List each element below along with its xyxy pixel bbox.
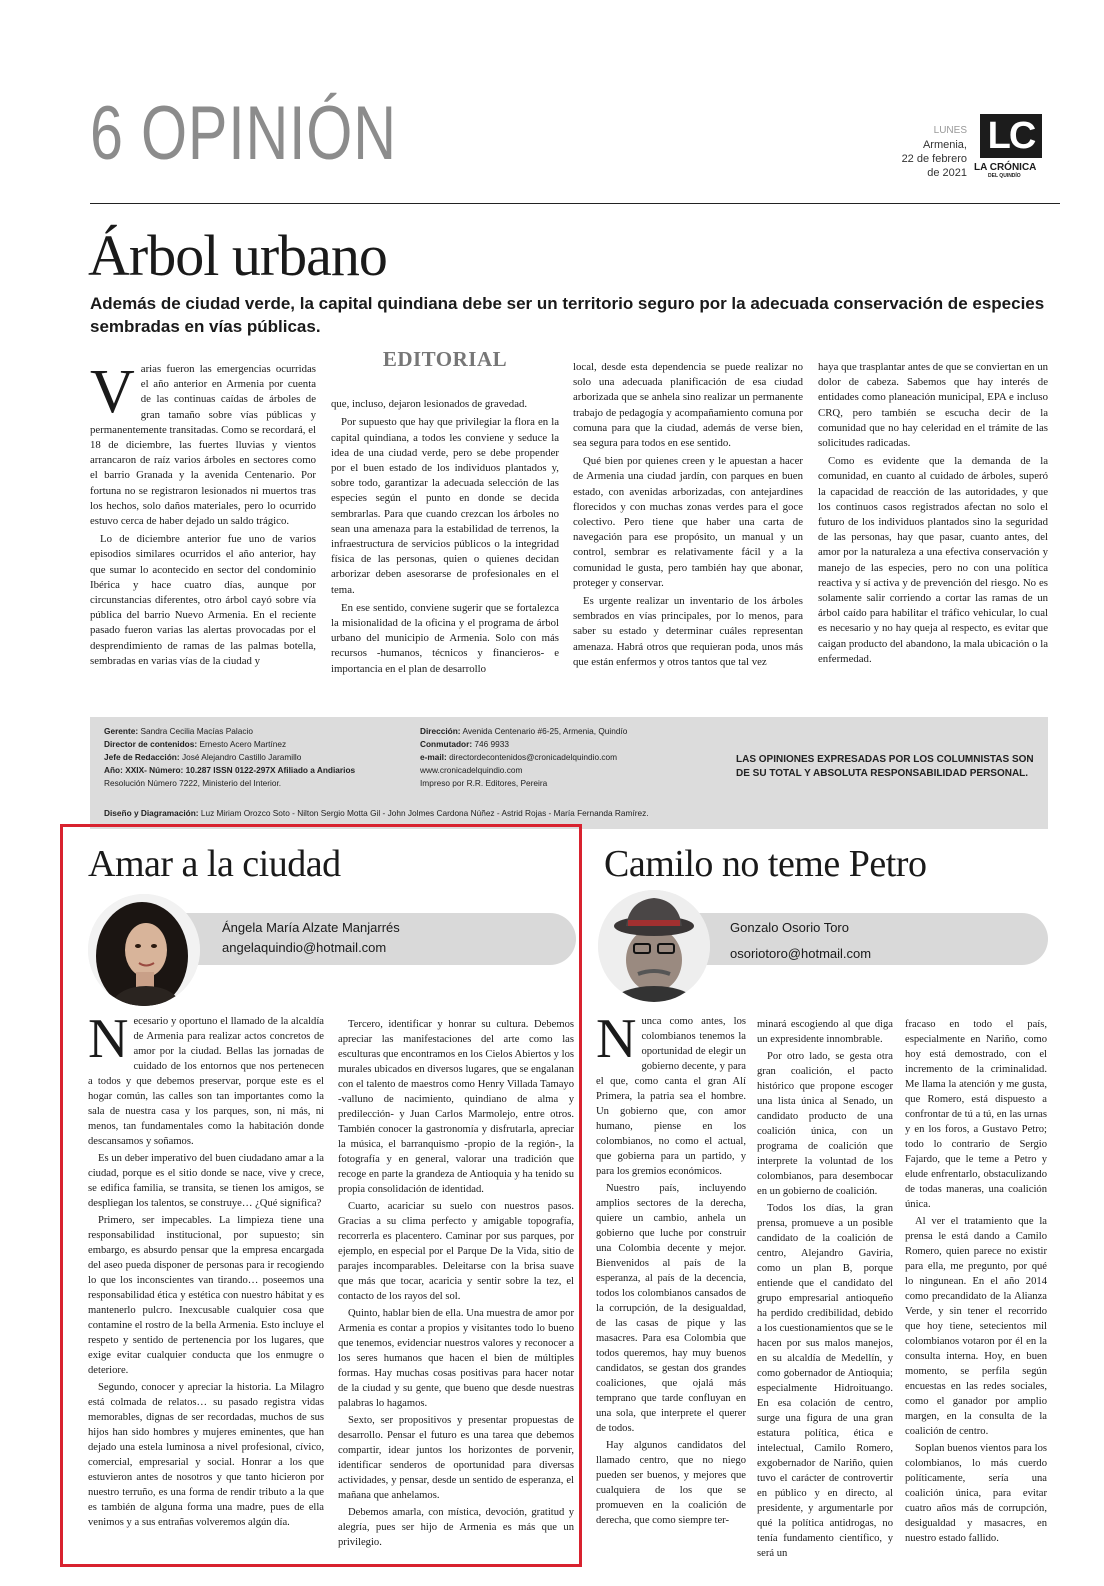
editorial-column-4 <box>818 360 1048 670</box>
credit-website-link[interactable]: www.cronicadelquindio.com <box>420 765 523 775</box>
credit-address: Avenida Centenario #6-25, Armenia, Quindío <box>462 726 628 736</box>
column-paragraph: minará escogiendo al que diga un expresidente innombrable. <box>757 1019 893 1045</box>
column-left-byline <box>160 913 576 965</box>
masthead-credits <box>90 717 1048 829</box>
dropcap: V <box>90 358 135 426</box>
column-paragraph: Nunca como antes, los colombianos tenemos la oportunidad de elegir un gobierno decente, y para el que, como canta el gran Alí Primera, la patria sea el hombre. Un gobierno que, con amor humano, piense en los colombianos, no como el actual, que gobierna para un partido, y para los gremios económicos. <box>596 1008 746 1177</box>
date-city: Armenia, <box>922 139 967 151</box>
editorial-paragraph: Varias fueron las emergencias ocurridas el año anterior en Armenia por cuenta de las continuas caídas de árboles de gran tamaño sobre vías públicas y permanentemente transitadas. Como se recordará, el 18 de diciembre, las fuertes lluvias y vientos arrancaron de raíz varios árboles en sectores como el barrio Granada y la avenida Centenario. Por fortuna no se registraron lesionados ni muertos tras los hechos, solo daños materiales, pero lo ocurrido estuvo cerca de haber dejado un saldo trágico. <box>90 358 316 528</box>
credits-staff: Gerente: Sandra Cecilia Macías Palacio Director de contenidos: Ernesto Acero Martínez Jefe de Redacción: José Alejandro Castillo Jaramillo Año: XXIX- Número: 10.287 ISSN 0122-297X Afiliado a Andiarios Resolución Número 7222, Ministerio del Interior. <box>104 725 404 790</box>
editorial-paragraph: Lo de diciembre anterior fue uno de varios episodios similares ocurridos el año anterior, hay que sumar lo acontecido en sector del condominio Ibérica y hace cuatro días, aunque por circunstancias diferentes, otro árbol cayó sobre vía pública del barrio Nuevo Armenia. En el reciente pasado fueron varias las alertas provocadas por el desprendimiento de ramas de las palmas botella, sembradas en varias vías de la ciudad y <box>90 533 316 667</box>
credits-design: Diseño y Diagramación: Luz Miriam Orozco Soto - Nilton Sergio Motta Gil - John Jolmes Cardona Núñez - Astrid Rojas - María Fernanda Ramírez. <box>104 808 649 818</box>
dropcap: N <box>88 1008 129 1070</box>
date-block <box>902 124 967 180</box>
author-email-link[interactable]: angelaquindio@hotmail.com <box>222 940 387 955</box>
logo-sub: DEL QUINDÍO <box>988 173 1021 179</box>
editorial-column-3 <box>573 360 803 673</box>
date-weekday: LUNES <box>933 125 967 136</box>
column-left-text-1 <box>88 1008 324 1532</box>
column-paragraph: Tercero, identificar y honrar su cultura. Debemos apreciar las manifestaciones del arte como las esculturas que encontramos en los Cielos Abiertos y los murales ubicados en diversos lugares, que se engalanan con el talento de maestros como Henry Villada Tamayo -valluno de nacimiento, quindiano de alma y predilección- y Juan Carlos Marmolejo, entre otros. También conocer la gastronomía y disfrutarla, apreciar la música, el barranquismo -propio de la región-, la fotografía y en general, valorar una tradición que recoge en parte la grandeza de Antioquia y ha tenido su propia consolidación de identidad. <box>338 1019 574 1195</box>
column-paragraph: Cuarto, acariciar su suelo con nuestros pasos. Gracias a su clima perfecto y amigable topografía, recorrerla es placentero. Caminar por sus parques, por ejemplo, en especial por el Parque De la Vida, sitio de parajes incomparables. Deleitarse con la brisa suave que más que tocar, acaricia y sentir sobre la tez, el contacto de los rayos del sol. <box>338 1201 574 1302</box>
column-paragraph: fracaso en todo el país, especialmente en Nariño, como hoy está demostrado, con el incremento de la criminalidad. Me llama la atención y me gusta, que Romero, está dispuesto a confrontar de tú a tú, en las urnas y en los foros, a Gustavo Petro; todo lo contrario de Sergio Fajardo, que le teme a Petro y elude enfrentarlo, obstaculizando de todas maneras, una coalición única. <box>905 1019 1047 1210</box>
column-paragraph: Soplan buenos vientos para los colombianos, lo más cuerdo políticamente, sería una coalición única, para evitar cuatro años más de corrupción, desigualdad y masacres, en nuestro estado fallido. <box>905 1443 1047 1544</box>
column-paragraph: Debemos amarla, con mística, devoción, gratitud y alegría, pues ser hijo de Armenia es más que un privilegio. <box>338 1507 574 1548</box>
author-portrait-icon <box>88 894 200 1006</box>
avatar <box>88 894 200 1006</box>
column-right-text-1 <box>596 1008 746 1530</box>
editorial-paragraph: Por supuesto que hay que privilegiar la flora en la capital quindiana, a todos les conviene y seduce la idea de una ciudad verde, pero se debe propender por el buen estado de los individuos plantados y, sobre todo, garantizar la adecuada selección de las especies según el punto en donde se decida sembrarlas. Para que cuando crezcan los árboles no sean una amenaza para la estabilidad de terrenos, la infraestructura de servicios públicos o la integridad física de las personas, quien o quienes decidan arborizar deben asesorarse de profesionales en el tema. <box>331 416 559 596</box>
editorial-deck: Además de ciudad verde, la capital quindiana debe ser un territorio seguro por la adecuada conservación de especies sembradas en vías públicas. <box>90 294 1045 336</box>
editorial-paragraph: Es urgente realizar un inventario de los árboles sembrados en vías principales, por lo menos, para saber su estado y determinar cuáles representan amenaza. Habrá otros que requieran poda, unos más que están enfermos y otros tantos que tal vez <box>573 595 803 668</box>
editorial-paragraph: local, desde esta dependencia se puede realizar no solo una adecuada planificación de esa ciudad arborizada que se anhela sino realizar un permanente trabajo de pedagogía y acompañamiento comuna por comuna para que la ciudad, además de verse bien, sea segura para todos en ese sentido. <box>573 361 803 450</box>
editorial-column-1 <box>90 358 316 672</box>
column-paragraph: Segundo, conocer y apreciar la historia. La Milagro está colmada de relatos… su pasado registra vidas memorables, dignas de ser recordadas, muchos de sus hijos han sido hombres y mujeres eminentes, que han dejado una estela luminosa a nivel profesional, cívico, comercial, empresarial y social. Honrar a los que estuvieron antes de nosotros y que tanto hicieron por nuestro terruño, es una forma de rendir tributo a la que es también de alguna forma una madre, pues de ella venimos y a sus entrañas volveremos algún día. <box>88 1382 324 1528</box>
column-left-title: Amar a la ciudad <box>88 843 341 885</box>
date-year: de 2021 <box>927 167 967 179</box>
editorial-paragraph: haya que trasplantar antes de que se conviertan en un dolor de cabeza. Sabemos que hay interés de entidades como planeación municipal, EPA e incluso CRQ, pero también se escucha decir de la comunidad que no hay celeridad en el trámite de las solicitudes radicadas. <box>818 361 1048 450</box>
column-right-title: Camilo no teme Petro <box>604 843 927 885</box>
date-day: 22 de febrero <box>901 153 967 165</box>
credit-issue: Año: XXIX- Número: 10.287 ISSN 0122-297X Afiliado a Andiarios <box>104 765 356 775</box>
column-paragraph: Nuestro país, incluyendo amplios sectores de la derecha, quiere un cambio, anhela un gobierno que luche por construir una Colombia decente y mejor. Bienvenidos al país de la esperanza, al país de la decencia, todos los colombianos cansados de la corrupción, de la desigualdad, de las casas de pique y las masacres. Para esa Colombia que todos queremos, hay muy buenos candidatos, se gestan dos grandes coaliciones, que ojalá más temprano que tarde confluyan en una sola, que interprete el querer de todos. <box>596 1183 746 1434</box>
logo-name: LA CRÓNICA <box>974 162 1037 173</box>
column-paragraph: Por otro lado, se gesta otra gran coalición, el pacto histórico que propone escoger una lista única al Senado, un candidato producto de una coalición única, con un programa de coalición que interprete la voluntad de los colombianos, para desembocar en un gobierno de coalición. <box>757 1051 893 1197</box>
column-paragraph: Todos los días, la gran prensa, promueve a un posible candidato de la coalición de centro, Alejandro Gaviria, como un plan B, porque entiende que el candidato del grupo empresarial antioqueño ha perdido credibilidad, debido a los cuestionamientos que se le hacen por sus malos manejos, en su alcaldía de Medellín, y como gobernador de Antioquia; especialmente Hidroituango. En esa colación de centro, surge una figura de una gran estatura política, ética e intelectual, Camilo Romero, exgobernador de Nariño, quien tuvo el carácter de controvertir en público y en directo, al presidente, y argumentarle por qué la política antidrogas, no tenía fundamento científico, y será un <box>757 1203 893 1559</box>
credits-contact: Dirección: Avenida Centenario #6-25, Armenia, Quindío Conmutador: 746 9933 e-mail: directordecontenidos@cronicadelquindio.com www.cronicadelquindio.com Impreso por R.R. Editores, Pereira <box>420 725 720 790</box>
column-paragraph: Necesario y oportuno el llamado de la alcaldía de Armenia para realizar actos concretos de amor por la ciudad. Bellas las jornadas de cuidado de los entornos que nos pertenecen a todos y que debemos preservar, porque este es el hogar común, las calles son tan importantes como la sala de nuestra casa y los parques, son, ni más, ni menos, tan fundamentales como la habitación donde descansamos y soñamos. <box>88 1008 324 1147</box>
dropcap: N <box>596 1008 637 1070</box>
column-right-text-3 <box>905 1017 1047 1548</box>
credit-printer: Impreso por R.R. Editores, Pereira <box>420 778 548 788</box>
column-paragraph: Hay algunos candidatos del llamado centro, que no niego pueden ser buenos, y mejores que cualquiera de los que se promueven en la coalición de derecha, que como siempre ter- <box>596 1440 746 1526</box>
editorial-label: EDITORIAL <box>382 347 508 371</box>
credit-phone: 746 9933 <box>474 739 510 749</box>
column-right-byline <box>670 913 1048 965</box>
disclaimer: LAS OPINIONES EXPRESADAS POR LOS COLUMNISTAS SON DE SU TOTAL Y ABSOLUTA RESPONSABILIDAD PERSONAL. <box>736 754 1034 779</box>
credit-director: Ernesto Acero Martínez <box>199 739 287 749</box>
newspaper-logo <box>974 114 1060 184</box>
column-paragraph: Quinto, hablar bien de ella. Una muestra de amor por Armenia es contar a propios y visitantes todo lo bueno que tenemos, evidenciar nuestros valores y reconocer a los seres humanos que hacen el bien de múltiples formas. Hay muchas cosas positivas para hacer notar de la ciudad y su gente, que bueno que desde nuestras palabras lo hagamos. <box>338 1308 574 1409</box>
logo-mark: LC <box>980 114 1042 158</box>
column-right-text-2 <box>757 1017 893 1563</box>
author-portrait-icon <box>598 890 710 1002</box>
column-paragraph: Primero, ser impecables. La limpieza tiene una responsabilidad institucional, por supuesto; sin embargo, es absurdo pensar que la empresa encargada del aseo pueda disponer de personas para ir recogiendo lo que los inconscientes van tirando… poseemos una responsabilidad ética y estética con nuestro hábitat y es mantenerlo pulcro. Inexcusable cualquier cosa que contamine el rostro de la bella Armenia. Esto incluye el respeto y sentido de pertenencia por los lugares, que exige evitar cualquier conducta que los enmugre o deteriore. <box>88 1215 324 1376</box>
credit-jefe: José Alejandro Castillo Jaramillo <box>181 752 302 762</box>
credit-gerente: Sandra Cecilia Macías Palacio <box>140 726 253 736</box>
editorial-paragraph: que, incluso, dejaron lesionados de gravedad. <box>331 398 528 411</box>
credit-email-link[interactable]: directordecontenidos@cronicadelquindio.com <box>449 752 618 762</box>
editorial-paragraph: Qué bien por quienes creen y le apuestan a hacer de Armenia una ciudad jardín, con parques en buen estado, con avenidas arborizadas, con antejardines florecidos y con muchas zonas verdes para el goce colectivo. Pero tiene que haber una carta de navegación para ese propósito, un manual y un control, sembrar es relativamente fácil y a la comunidad le gusta, pero también hay que abonar, proteger y conservar. <box>573 455 803 589</box>
author-name: Ángela María Alzate Manjarrés <box>222 920 400 935</box>
column-left-text-2 <box>338 1017 574 1552</box>
section-title: 6 OPINIÓN <box>90 91 397 176</box>
avatar <box>598 890 710 1002</box>
editorial-headline: Árbol urbano <box>88 223 387 288</box>
column-paragraph: Al ver el tratamiento que la prensa le está dando a Camilo Romero, quien parece no existir para ella, me pregunto, por qué lo ningunean. En el año 2014 como precandidato de la Alianza Verde, y sin tener el recorrido que hoy tiene, setecientos mil colombianos votaron por él en la consulta interna. Hoy, en buen momento, se perfila según encuestas en las redes sociales, como el ganador por amplio margen, en la consulta de la coalición de centro. <box>905 1216 1047 1437</box>
column-paragraph: Sexto, ser propositivos y presentar propuestas de desarrollo. Pensar el futuro es una tarea que debemos compartir, idear juntos los horizontes de porvenir, identificar senderos de oportunidad para diversas actividades, y pensar, desde un sentido de esperanza, el mañana que anhelamos. <box>338 1415 574 1501</box>
editorial-paragraph: Como es evidente que la demanda de la comunidad, en cuanto al cuidado de árboles, superó la capacidad de reacción de las autoridades, y que los continuos casos registrados afectan no solo el futuro de los individuos plantados sino la seguridad de las personas, hay que pasar, cuanto antes, del amor por la naturaleza a una efectiva conservación y manejo de las especies, pero no con una política reactiva y sí activa y de prevención del riesgo. No es solamente salir corriendo a cortar las ramas de un árbol caído para habilitar el tráfico vehicular, lo cual es necesario y no hay queja al respecto, es evitar que caigan producto del abandono, la mala ubicación o la enfermedad. <box>818 455 1048 665</box>
author-email-link[interactable]: osoriotoro@hotmail.com <box>730 946 872 961</box>
editorial-column-2 <box>331 347 559 680</box>
column-paragraph: Es un deber imperativo del buen ciudadano amar a la ciudad, porque es el sitio donde se nace, vive y crece, se edifica familia, se transita, se tienen los amigos, se despliegan los talentos, se construye… ¿Qué significa? <box>88 1153 324 1209</box>
author-name: Gonzalo Osorio Toro <box>730 920 849 935</box>
credit-resolucion: Resolución Número 7222, Ministerio del Interior. <box>104 778 282 788</box>
editorial-paragraph: En ese sentido, conviene sugerir que se fortalezca la misionalidad de la oficina y el programa de árbol urbano del municipio de Armenia. Solo con más recursos -humanos, técnicos y financieros- e importancia en el plan de desarrollo <box>331 601 559 675</box>
page-header <box>90 88 1060 204</box>
